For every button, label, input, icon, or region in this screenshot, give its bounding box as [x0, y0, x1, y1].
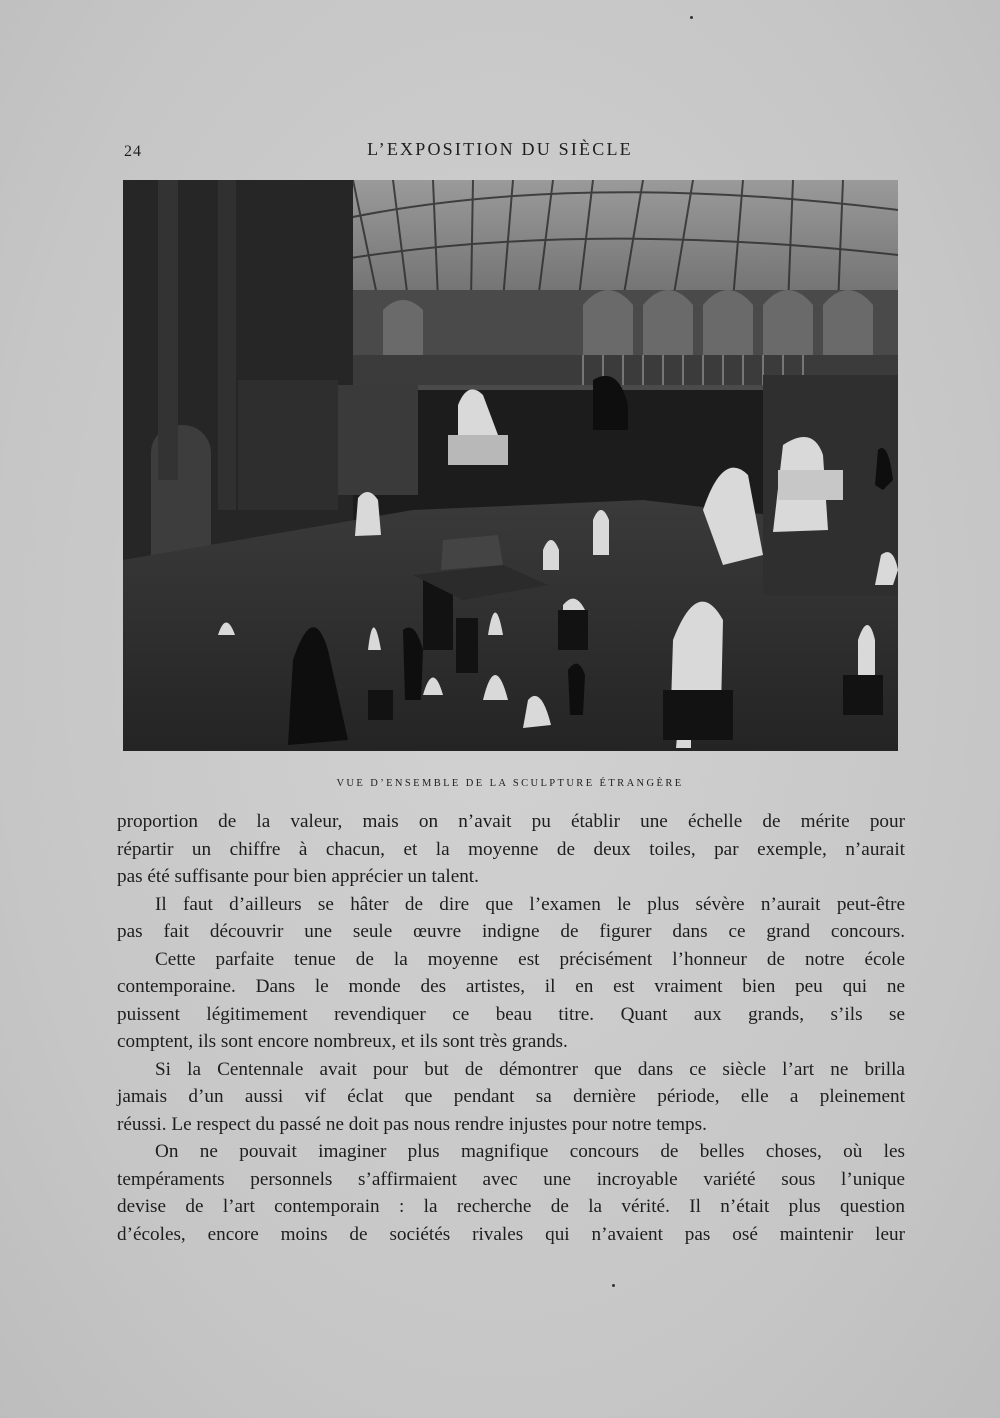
text-line: Si la Centennale avait pour but de démontrer que dans ce siècle l’art ne brilla [155, 1058, 905, 1080]
text-line: puissent légitimement revendiquer ce beau titre. Quant aux grands, s’ils se [117, 1003, 905, 1025]
text-line: jamais d’un aussi vif éclat que pendant sa dernière période, elle a pleinement [117, 1086, 905, 1107]
text-line: pas été suffisante pour bien apprécier un talent. [117, 866, 479, 887]
text-line: tempéraments personnels s’affirmaient avec une incroyable variété sous l’unique [117, 1168, 905, 1190]
page-number: 24 [124, 143, 142, 160]
text-line: Cette parfaite tenue de la moyenne est précisément l’honneur de notre école [155, 948, 905, 970]
running-title: L’EXPOSITION DU SIÈCLE [367, 139, 633, 159]
text-line: d’écoles, encore moins de sociétés rivales qui n’avaient pas osé maintenir leur [117, 1223, 905, 1245]
text-line: proportion de la valeur, mais on n’avait pu établir une échelle de mérite pour [117, 811, 905, 832]
plate-caption: VUE D’ENSEMBLE DE LA SCULPTURE ÉTRANGÈRE [336, 778, 684, 789]
text-line: devise de l’art contemporain : la recherche de la vérité. Il n’était plus question [117, 1196, 905, 1217]
text-line: On ne pouvait imaginer plus magnifique concours de belles choses, où les [155, 1141, 905, 1162]
sculpture-hall-photograph [123, 180, 898, 751]
body-text [117, 808, 905, 1248]
paper-speck [612, 1284, 615, 1287]
text-line: contemporaine. Dans le monde des artistes, il en est vraiment bien peu qui ne [117, 976, 905, 997]
text-line: Il faut d’ailleurs se hâter de dire que l’examen le plus sévère n’aurait peut-être [155, 893, 905, 915]
text-line: répartir un chiffre à chacun, et la moyenne de deux toiles, par exemple, n’aurait [117, 838, 905, 860]
text-line: réussi. Le respect du passé ne doit pas nous rendre injustes pour notre temps. [117, 1113, 707, 1135]
text-line: comptent, ils sont encore nombreux, et ils sont très grands. [117, 1031, 568, 1052]
photograph-plate [123, 180, 898, 751]
text-line: pas fait découvrir une seule œuvre indigne de figurer dans ce grand concours. [117, 921, 905, 942]
paper-speck [690, 16, 693, 19]
